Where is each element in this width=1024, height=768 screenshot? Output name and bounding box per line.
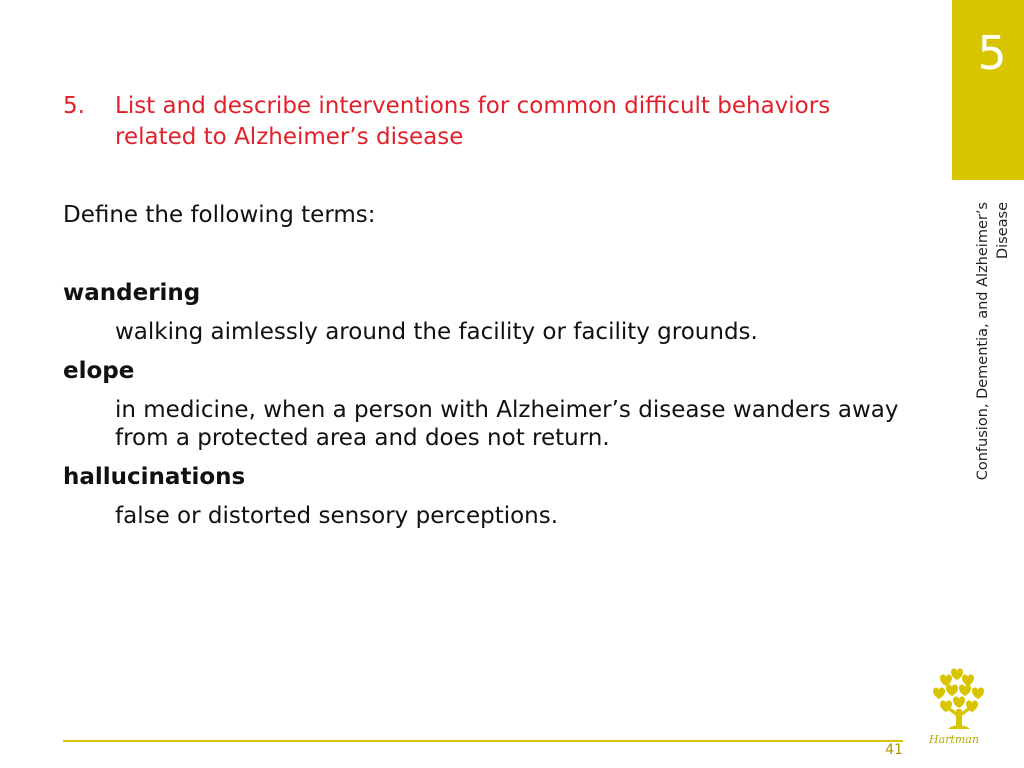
- term-wandering: wandering: [63, 280, 201, 306]
- intro-text: Define the following terms:: [63, 202, 376, 228]
- page-number: 41: [885, 742, 903, 758]
- chapter-title-vertical: Confusion, Dementia, and Alzheimer’s Disease: [975, 202, 1011, 481]
- publisher-brand: Hartman: [929, 733, 979, 746]
- definition-wandering: walking aimlessly around the facility or facility grounds.: [115, 319, 758, 345]
- term-hallucinations: hallucinations: [63, 464, 246, 490]
- definition-hallucinations: false or distorted sensory perceptions.: [115, 503, 559, 529]
- chapter-number: 5: [977, 26, 1007, 80]
- objective-number: 5.: [63, 93, 85, 119]
- term-list: [63, 279, 923, 541]
- term-elope: elope: [63, 358, 135, 384]
- learning-objective: [63, 91, 863, 153]
- chapter-tab: [952, 0, 1024, 180]
- objective-text: List and describe interventions for common difficult behaviors related to Alzheimer’s disease: [115, 93, 831, 150]
- footer-rule: [63, 740, 903, 742]
- definition-elope: in medicine, when a person with Alzheimer’s disease wanders away from a protected area and does not return.: [115, 397, 899, 451]
